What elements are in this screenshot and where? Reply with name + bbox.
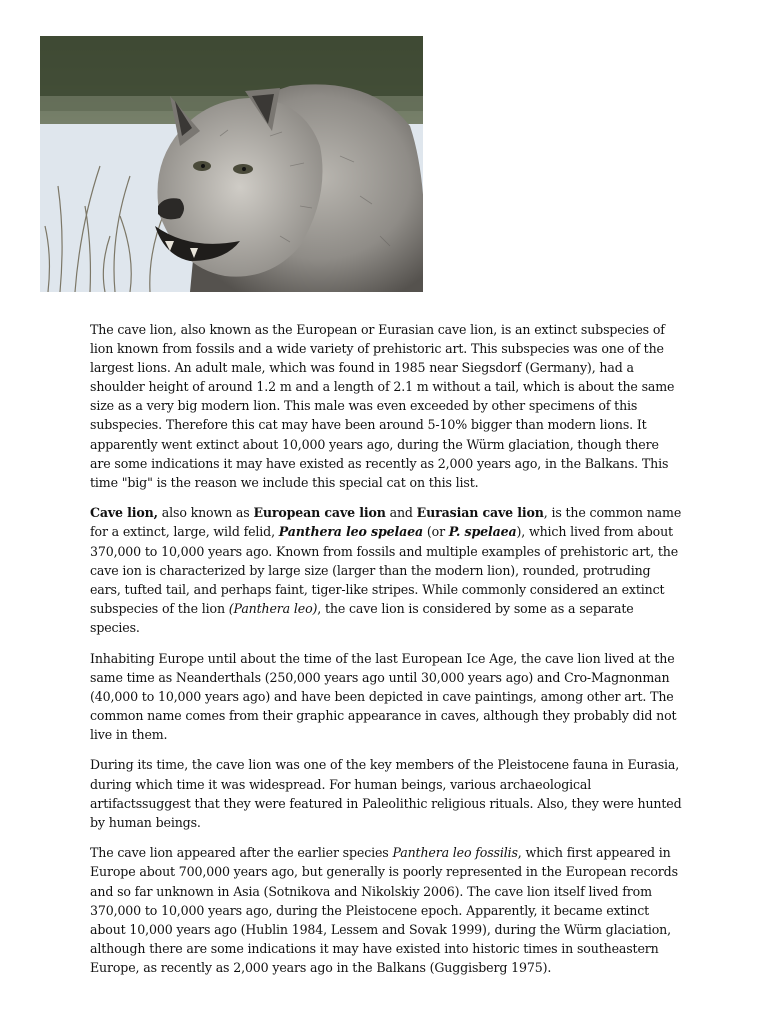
paragraph-text-segment: Cave lion, xyxy=(90,505,158,521)
paragraph-text-segment: European cave lion xyxy=(253,505,386,521)
paragraph-text-segment: During its time, the cave lion was one of the key members of the Pleistocene fauna in Eurasia, during which time it was widespread. For human beings, various archaeological artifactssuggest that they were featured in Paleolithic religious rituals. Also, they were hunted by human beings. xyxy=(90,757,682,830)
paragraph-text-segment: Panthera leo fossilis xyxy=(392,845,518,861)
paragraph-text-segment: , the cave lion is considered by some as a separate species. xyxy=(90,600,634,635)
paragraph-2 xyxy=(90,503,682,637)
paragraph-text-segment: Panthera leo spelaea xyxy=(278,524,424,540)
paragraph-4 xyxy=(90,755,682,831)
paragraph-text-segment: ), which lived from about 370,000 to 10,000 years ago. Known from fossils and multiple examples of prehistoric art, the cave ion is characterized by large size (larger than the modern lion), rounded, protruding ears, tufted tail, and perhaps faint, tiger-like stripes. While commonly considered an extinct subspecies of the lion xyxy=(90,524,679,616)
paragraph-5 xyxy=(90,843,682,977)
paragraph-text-segment: Inhabiting Europe until about the time of the last European Ice Age, the cave lion lived at the same time as Neanderthals (250,000 years ago until 30,000 years ago) and Cro-Magnonman (40,000 to 10,000 years ago) and have been depicted in cave paintings, among other art. The common name comes from their graphic appearance in caves, although they probably did not live in them. xyxy=(90,650,677,742)
paragraph-text-segment: The cave lion, also known as the European or Eurasian cave lion, is an extinct subspecies of lion known from fossils and a wide variety of prehistoric art. This subspecies was one of the largest lions. An adult male, which was found in 1985 near Siegsdorf (Germany), had a shoulder height of around 1.2 m and a length of 2.1 m without a tail, which is about the same size as a very big modern lion. This male was even exceeded by other specimens of this subspecies. Therefore this cat may have been around 5-10% bigger than modern lions. It apparently went extinct about 10,000 years ago, during the Würm glaciation, though there are some indications it may have existed as recently as 2,000 years ago, in the Balkans. This time "big" is the reason we include this special cat on this list. xyxy=(90,322,675,490)
paragraph-text-segment: The cave lion appeared after the earlier species xyxy=(90,845,393,861)
paragraph-text-segment: , which first appeared in Europe about 700,000 years ago, but generally is poorly represented in the European records and so far unknown in Asia (Sotnikova and Nikolskiy 2006). The cave lion itself lived from 370,000 to 10,000 years ago, during the Pleistocene epoch. Apparently, it became extinct about 10,000 years ago (Hublin 1984, Lessem and Sovak 1999), during the Würm glaciation, although there are some indications it may have existed into historic times in southeastern Europe, as recently as 2,000 years ago in the Balkans (Guggisberg 1975). xyxy=(90,845,678,975)
paragraph-text-segment: also known as xyxy=(157,505,254,521)
paragraph-3 xyxy=(90,649,682,744)
paragraph-text-segment: and xyxy=(385,505,417,521)
paragraph-text-segment: Eurasian cave lion xyxy=(416,505,544,521)
paragraph-text-segment: (or xyxy=(423,524,449,540)
paragraph-text-segment: (Panthera leo) xyxy=(228,600,318,616)
paragraph-text-segment: P. spelaea xyxy=(448,524,517,540)
paragraph-text-segment: , is the common name for a extinct, large, wild felid, xyxy=(90,505,682,540)
article-body xyxy=(90,320,682,989)
cave-lion-photo xyxy=(40,36,423,292)
paragraph-1 xyxy=(90,320,682,492)
